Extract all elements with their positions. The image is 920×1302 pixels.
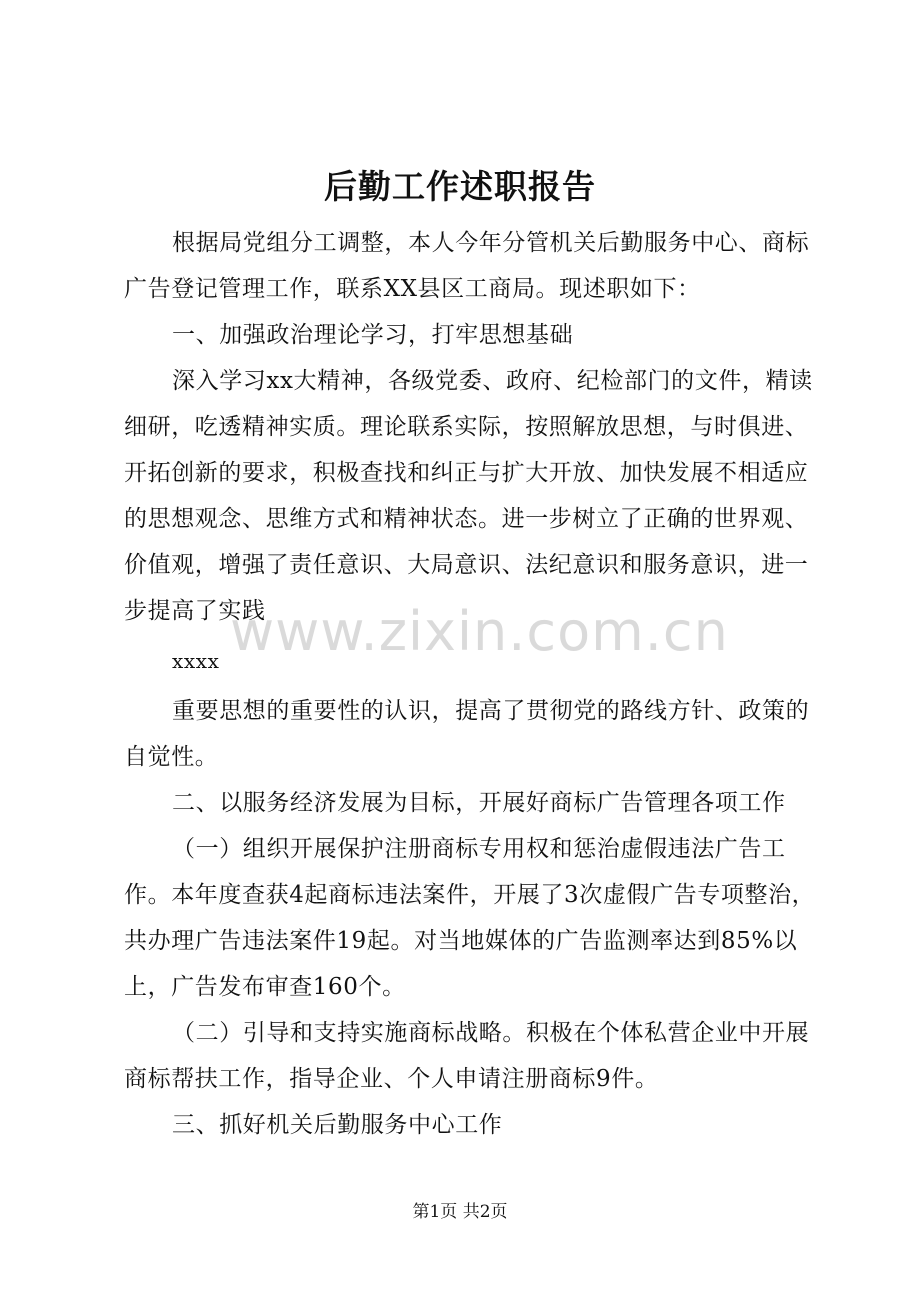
section-heading-3: 三、抓好机关后勤服务中心工作 xyxy=(172,1112,503,1138)
page-footer: 第1页 共2页 xyxy=(412,1202,508,1222)
section-heading-2: 二、以服务经济发展为目标，开展好商标广告管理各项工作 xyxy=(172,790,786,816)
paragraph-placeholder: xxxx xyxy=(172,649,220,673)
paragraph-study: 深入学习xx大精神，各级党委、政府、纪检部门的文件，精读细研，吃透精神实质。理论联系实际，按照解放思想，与时俱进、开拓创新的要求，积极查找和纠正与扩大开放、加快发展不相适应的思想观念、思维方式和精神状态。进一步树立了正确的世界观、价值观，增强了责任意识、大局意识、法纪意识和服务意识，进一步提高了实践 xyxy=(124,368,813,624)
paragraph-item-1: （一）组织开展保护注册商标专用权和惩治虚假违法广告工作。本年度查获4起商标违法案件，开展了3次虚假广告专项整治，共办理广告违法案件19起。对当地媒体的广告监测率达到85%以上，广告发布审查160个。 xyxy=(124,836,816,1000)
paragraph-awareness: 重要思想的重要性的认识，提高了贯彻党的路线方针、政策的自觉性。 xyxy=(124,698,810,770)
document-title: 后勤工作述职报告 xyxy=(324,167,596,206)
paragraph-item-2: （二）引导和支持实施商标战略。积极在个体私营企业中开展商标帮扶工作，指导企业、个人申请注册商标9件。 xyxy=(124,1020,810,1092)
paragraph-intro: 根据局党组分工调整，本人今年分管机关后勤服务中心、商标广告登记管理工作，联系XX县区工商局。现述职如下： xyxy=(124,230,810,302)
watermark-text: www.zixin.com.cn xyxy=(230,600,729,663)
document-body xyxy=(124,220,824,1148)
section-heading-1: 一、加强政治理论学习，打牢思想基础 xyxy=(172,322,574,348)
